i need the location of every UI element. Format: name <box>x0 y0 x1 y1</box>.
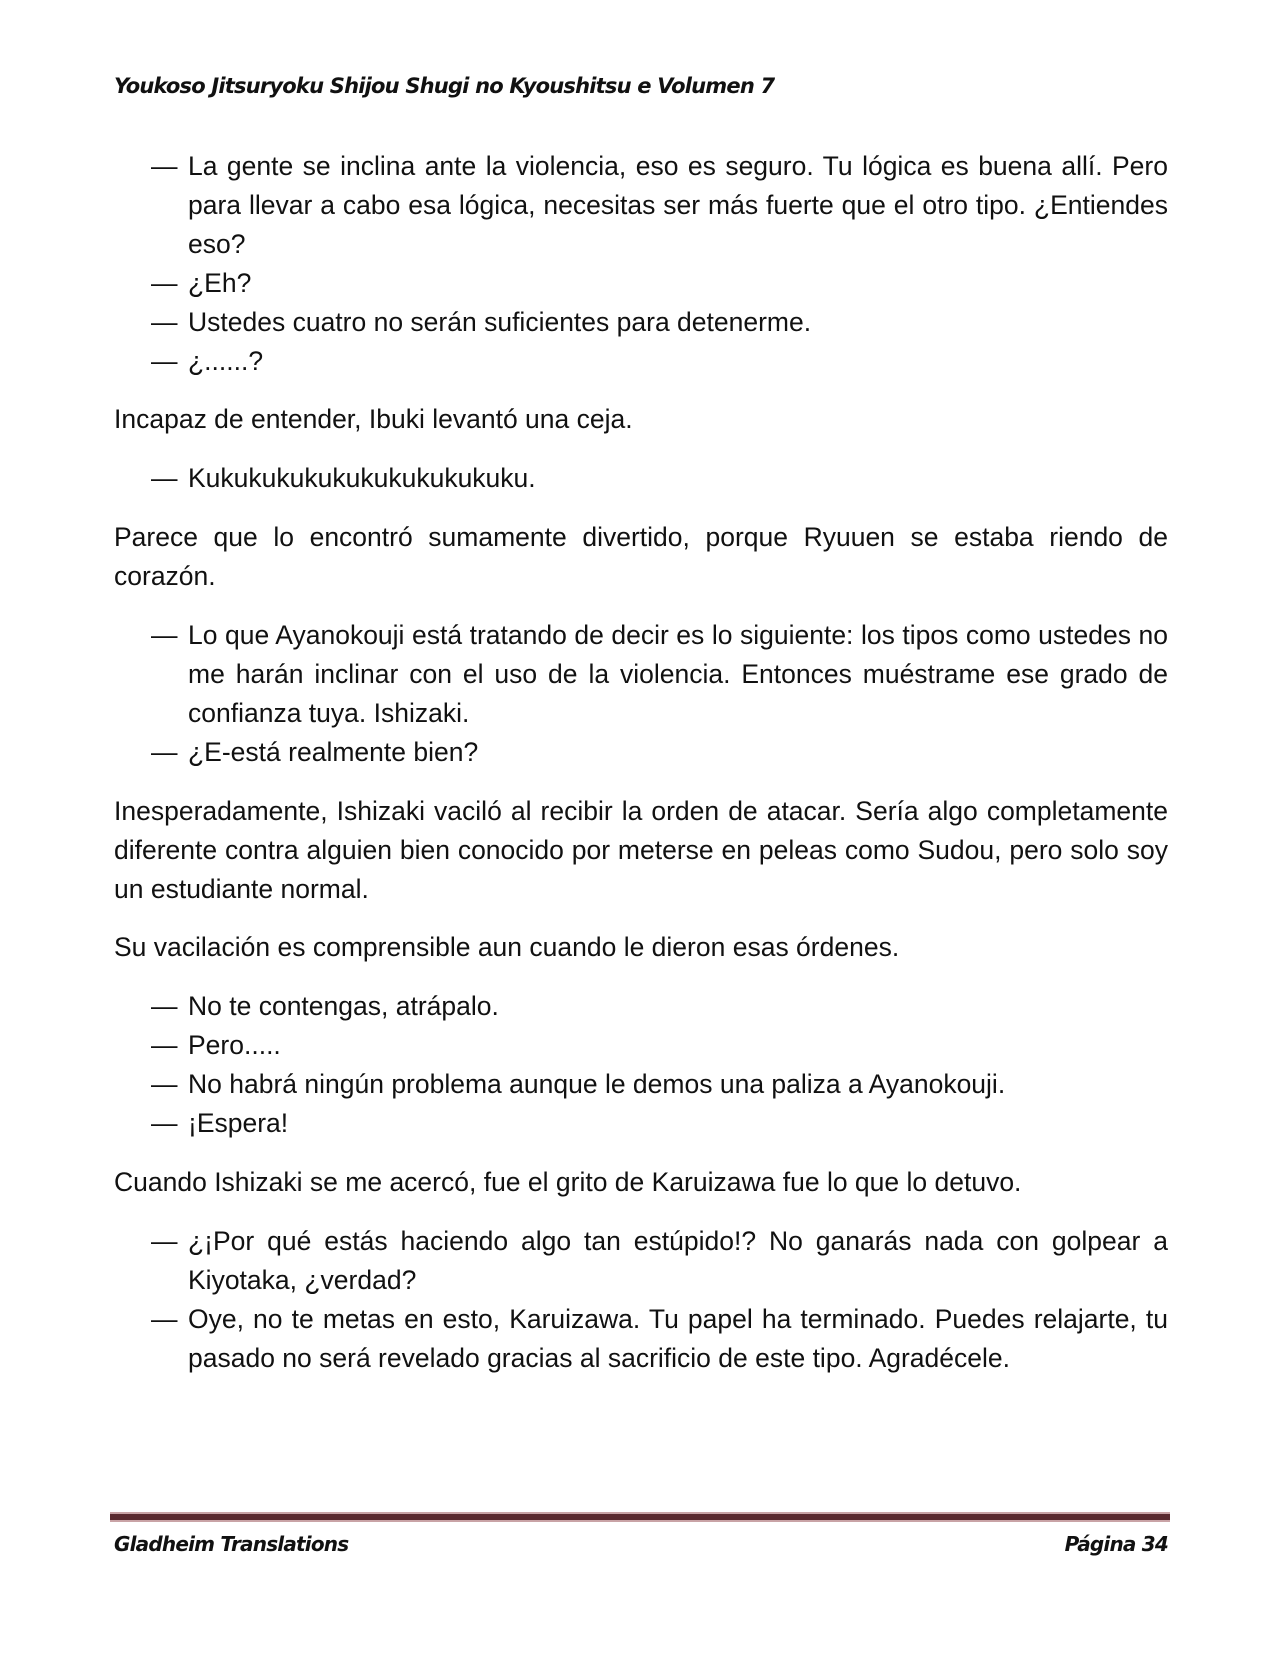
dialogue-dash: — <box>151 991 178 1022</box>
dialogue-line <box>114 987 1168 1026</box>
dialogue-group <box>114 1222 1168 1378</box>
dialogue-dash: — <box>151 267 178 298</box>
dialogue-line <box>114 459 1168 498</box>
dialogue-text: Ustedes cuatro no serán suficientes para detenerme. <box>188 306 812 337</box>
dialogue-line <box>114 264 1168 303</box>
dialogue-text: ¿E-está realmente bien? <box>188 736 479 767</box>
paragraph: Parece que lo encontró sumamente divertido, porque Ryuuen se estaba riendo de corazón. <box>114 522 1168 592</box>
dialogue-dash: — <box>151 1303 178 1334</box>
footer-translator: Gladheim Translations <box>114 1532 349 1556</box>
dialogue-text: Lo que Ayanokouji está tratando de decir es lo siguiente: los tipos como ustedes no me harán inclinar con el uso de la violencia. Entonces muéstrame ese grado de confianza tuya. Ishizaki. <box>188 620 1168 728</box>
dialogue-dash: — <box>151 736 178 767</box>
dialogue-line <box>114 1222 1168 1300</box>
dialogue-group <box>114 616 1168 772</box>
dialogue-group <box>114 147 1168 380</box>
page-body <box>114 147 1168 1397</box>
dialogue-dash: — <box>151 463 178 494</box>
dialogue-line <box>114 1065 1168 1104</box>
dialogue-line <box>114 1300 1168 1378</box>
running-header: Youkoso Jitsuryoku Shijou Shugi no Kyoushitsu e Volumen 7 <box>114 74 775 98</box>
dialogue-dash: — <box>151 1108 178 1139</box>
dialogue-line <box>114 303 1168 342</box>
paragraph: Cuando Ishizaki se me acercó, fue el grito de Karuizawa fue lo que lo detuvo. <box>114 1166 1022 1197</box>
dialogue-dash: — <box>151 345 178 376</box>
dialogue-line <box>114 616 1168 733</box>
dialogue-dash: — <box>151 1069 178 1100</box>
dialogue-text: No habrá ningún problema aunque le demos una paliza a Ayanokouji. <box>188 1069 1006 1100</box>
dialogue-dash: — <box>151 1225 178 1256</box>
dialogue-text: ¿Eh? <box>188 267 252 298</box>
dialogue-text: No te contengas, atrápalo. <box>188 991 499 1022</box>
dialogue-text: Oye, no te metas en esto, Karuizawa. Tu papel ha terminado. Puedes relajarte, tu pasado no será revelado gracias al sacrificio de este tipo. Agradécele. <box>188 1303 1168 1373</box>
dialogue-dash: — <box>151 151 178 181</box>
dialogue-text: La gente se inclina ante la violencia, eso es seguro. Tu lógica es buena allí. Pero para llevar a cabo esa lógica, necesitas ser más fuerte que el otro tipo. ¿Entiendes eso? <box>188 151 1168 259</box>
dialogue-text: ¿......? <box>188 345 264 376</box>
dialogue-dash: — <box>151 620 178 651</box>
paragraph: Inesperadamente, Ishizaki vaciló al recibir la orden de atacar. Sería algo completamente diferente contra alguien bien conocido por meterse en peleas como Sudou, pero solo soy un estudiante normal. <box>114 795 1168 904</box>
paragraph: Su vacilación es comprensible aun cuando le dieron esas órdenes. <box>114 932 900 963</box>
dialogue-line <box>114 1104 1168 1143</box>
dialogue-dash: — <box>151 306 178 337</box>
dialogue-text: ¡Espera! <box>188 1108 289 1139</box>
dialogue-group <box>114 987 1168 1143</box>
dialogue-text: Kukukukukukukukukukukuku. <box>188 463 536 494</box>
dialogue-line <box>114 1026 1168 1065</box>
footer-rule <box>110 1512 1170 1522</box>
dialogue-text: Pero..... <box>188 1030 281 1061</box>
paragraph: Incapaz de entender, Ibuki levantó una ceja. <box>114 404 633 435</box>
dialogue-dash: — <box>151 1030 178 1061</box>
dialogue-group <box>114 459 1168 498</box>
dialogue-line <box>114 147 1168 264</box>
dialogue-line <box>114 342 1168 381</box>
footer-page-number: Página 34 <box>1064 1532 1168 1556</box>
dialogue-line <box>114 733 1168 772</box>
dialogue-text: ¿¡Por qué estás haciendo algo tan estúpido!? No ganarás nada con golpear a Kiyotaka, ¿verdad? <box>188 1225 1168 1295</box>
